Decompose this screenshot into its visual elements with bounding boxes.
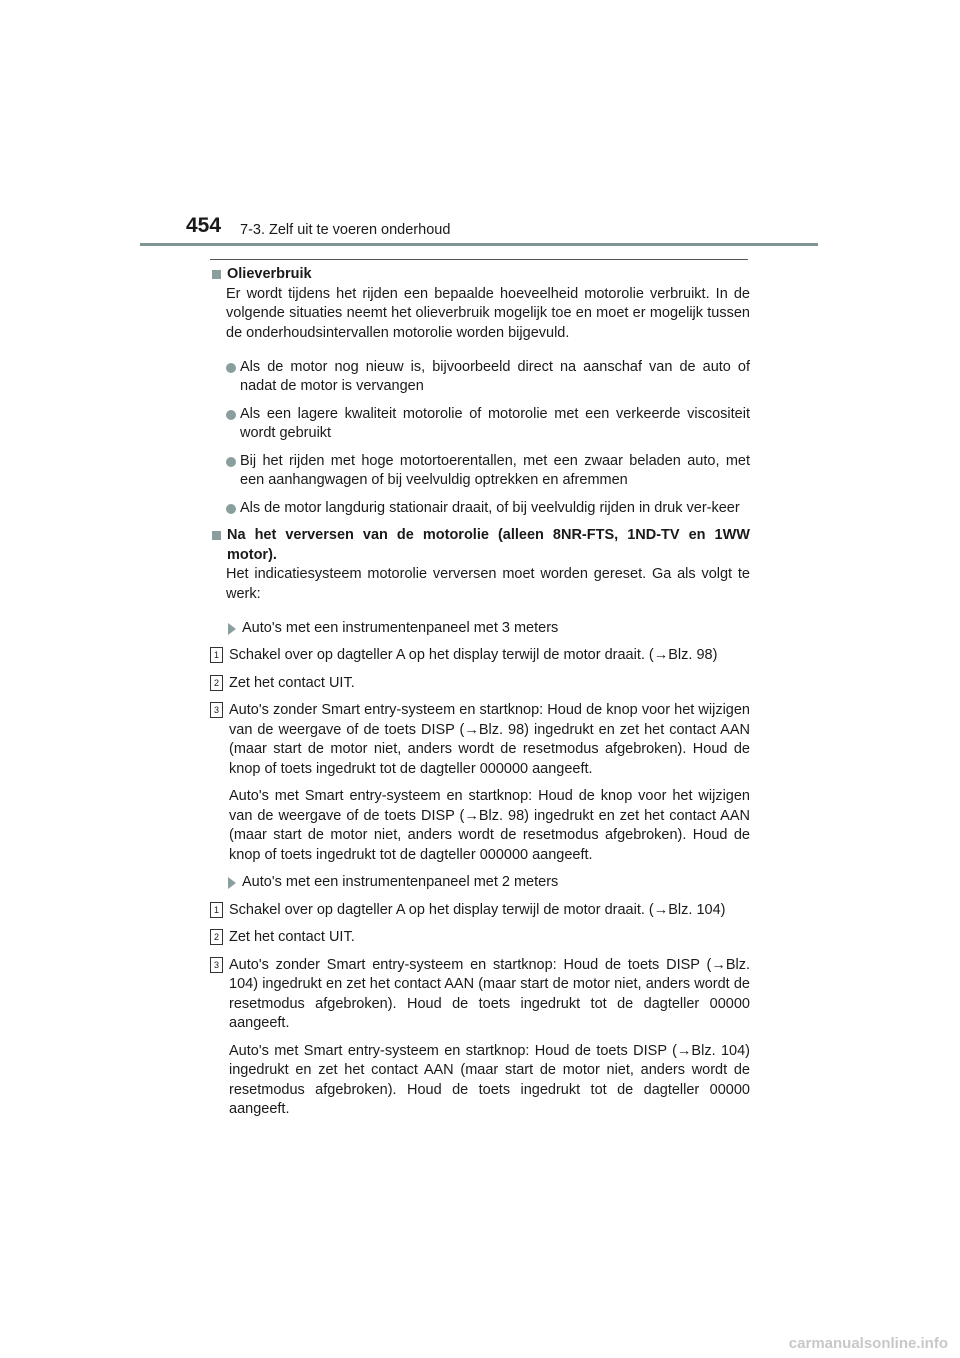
step: 3 Auto's zonder Smart entry-systeem en startknop: Houd de toets DISP (→Blz. 104) ingedrukt en zet het contact AAN (maar start de motor niet, anders wordt de resetmodus afgebroken). Houd de toets ingedrukt tot de dagteller 00000 aangeeft. Auto's met Smart entry-systeem en startknop: Houd de toets DISP (→Blz. 104) ingedrukt en zet het contact AAN (maar start de motor niet, anders wordt de resetmodus afgebroken). Houd de toets ingedrukt tot de dagteller 00000 aangeeft. xyxy=(210,956,750,1120)
reset-intro: Het indicatiesysteem motorolie verversen moet worden gereset. Ga als volgt te werk: xyxy=(226,566,750,602)
step: 1 Schakel over op dagteller A op het display terwijl de motor draait. (→Blz. 98) xyxy=(210,646,750,666)
triangle-pointer-icon xyxy=(228,877,236,889)
circle-bullet-icon xyxy=(226,504,236,514)
oil-intro: Er wordt tijdens het rijden een bepaalde hoeveelheid motorolie verbruikt. In de volgende situaties neemt het olieverbruik mogelijk toe en moet er mogelijk tussen de onderhoudsintervallen motorolie worden bijgevuld. xyxy=(226,285,750,341)
step: 3 Auto's zonder Smart entry-systeem en startknop: Houd de knop voor het wijzigen van de weergave of de toets DISP (→Blz. 98) ingedrukt en zet het contact AAN (maar start de motor niet, anders wordt de resetmodus afgebroken). Houd de knop of toets ingedrukt tot de dagteller 000000 aangeeft. Auto's met Smart entry-systeem en startknop: Houd de knop voor het wijzigen van de weergave of de toets DISP (→Blz. 98) ingedrukt en zet het contact AAN (maar start de motor niet, anders wordt de resetmodus afgebroken). Houd de knop of toets ingedrukt tot de dagteller 000000 aangeeft. xyxy=(210,701,750,865)
watermark: carmanualsonline.info xyxy=(788,1335,948,1352)
circle-bullet-icon xyxy=(226,410,236,420)
page-content xyxy=(210,265,750,1120)
list-item: Bij het rijden met hoge motortoerentallen, met een zwaar beladen auto, met een aanhangwagen of bij veelvuldig optrekken en afremmen xyxy=(226,452,750,491)
step-number-badge: 1 xyxy=(210,647,223,663)
list-item: Als de motor nog nieuw is, bijvoorbeeld direct na aanschaf van de auto of nadat de motor is vervangen xyxy=(226,358,750,397)
step: 1 Schakel over op dagteller A op het display terwijl de motor draait. (→Blz. 104) xyxy=(210,901,750,921)
square-bullet-icon xyxy=(212,531,221,540)
content-rule xyxy=(210,259,748,260)
step: 2 Zet het contact UIT. xyxy=(210,928,750,948)
square-bullet-icon xyxy=(212,270,221,279)
page-number: 454 xyxy=(186,214,222,237)
step-number-badge: 3 xyxy=(210,957,223,973)
step-number-badge: 2 xyxy=(210,929,223,945)
section-title: 7-3. Zelf uit te voeren onderhoud xyxy=(240,222,451,238)
list-item: Als de motor langdurig stationair draait, of bij veelvuldig rijden in druk ver-keer xyxy=(226,499,750,519)
subsection-3-meters: Auto's met een instrumentenpaneel met 3 meters xyxy=(226,619,750,639)
list-item: Als een lagere kwaliteit motorolie of motorolie met een verkeerde viscositeit wordt gebruikt xyxy=(226,405,750,444)
step-number-badge: 2 xyxy=(210,675,223,691)
subsection-2-meters: Auto's met een instrumentenpaneel met 2 meters xyxy=(226,873,750,893)
step-number-badge: 1 xyxy=(210,902,223,918)
circle-bullet-icon xyxy=(226,457,236,467)
step: 2 Zet het contact UIT. xyxy=(210,674,750,694)
step-number-badge: 3 xyxy=(210,702,223,718)
circle-bullet-icon xyxy=(226,363,236,373)
oil-reset-heading: Na het verversen van de motorolie (alleen 8NR-FTS, 1ND-TV en 1WW motor). xyxy=(210,526,750,565)
header-rule xyxy=(140,243,818,246)
oil-consumption-heading: Olieverbruik xyxy=(210,265,750,285)
triangle-pointer-icon xyxy=(228,623,236,635)
